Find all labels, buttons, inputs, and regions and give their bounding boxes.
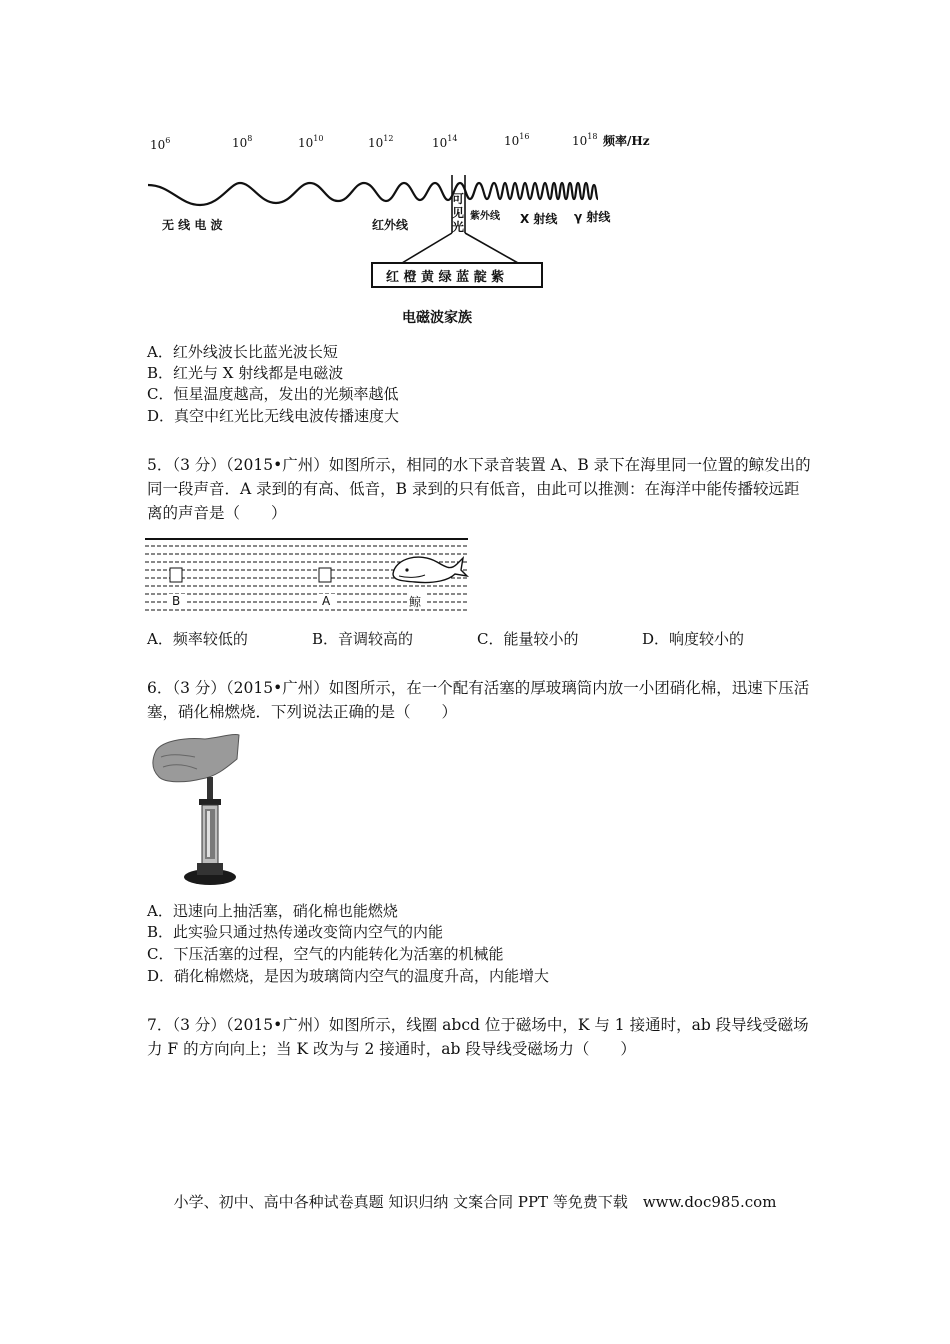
band-label-visible [452,191,464,234]
band-label-radio: 无 线 电 波 [162,218,223,232]
freq-label-16: $10^{16}$ [504,132,530,148]
frequency-labels [150,132,650,152]
freq-label-14: $10^{14}$ [432,134,458,150]
figure-caption: 电磁波家族 [402,310,472,326]
q6-option-a: A．迅速向上抽活塞，硝化棉也能燃烧 [147,902,398,920]
em-spectrum-figure [140,125,670,335]
svg-text:鲸: 鲸 [409,595,422,609]
visible-colors-text: 红 橙 黄 绿 蓝 靛 紫 [386,270,505,285]
freq-label-8: $10^8$ [232,134,253,150]
page-footer: 小学、初中、高中各种试卷真题 知识归纳 文案合同 PPT 等免费下载 www.doc985.com [173,1193,777,1211]
freq-label-12: $10^{12}$ [368,134,394,150]
q6-option-d: D．硝化棉燃烧，是因为玻璃筒内空气的温度升高，内能增大 [147,967,550,985]
recorder-b-icon [169,568,185,608]
freq-label-6: $10^6$ [150,136,171,152]
q6-option-b: B．此实验只通过热传递改变筒内空气的内能 [147,923,444,941]
piston-cylinder-photo [145,733,245,893]
q4-option-a: A．红外线波长比蓝光波长短 [147,343,338,361]
band-label-gamma: γ 射线 [574,210,611,224]
q7-stem: 7．（3 分）（2015•广州）如图所示，线圈 abcd 位于磁场中，K 与 1 接通时，ab 段导线受磁场力 F 的方向向上；当 K 改为与 2 接通时，ab 段导线受磁场力（ ） [147,1016,809,1058]
freq-label-10: $10^{10}$ [298,134,324,150]
underwater-figure [145,536,470,616]
q4-option-c: C．恒星温度越高，发出的光频率越低 [147,385,399,403]
q4-option-b: B．红光与 X 射线都是电磁波 [147,364,344,382]
freq-label-18: $10^{18}$ [572,132,598,148]
q5-option-a: A．频率较低的 [147,630,248,648]
band-label-xray: X 射线 [520,212,558,226]
band-label-infrared: 红外线 [372,218,409,232]
q5-stem: 5．（3 分）（2015•广州）如图所示，相同的水下录音装置 A、B 录下在海里同一位置的鲸发出的同一段声音．A 录到的有高、低音，B 录到的只有低音，由此可以推测：在海洋中能传播较远距离的声音是（ ） [147,456,811,522]
band-label-ultraviolet: 紫外线 [470,211,500,222]
svg-text:可见光: 可见光 [452,192,465,234]
q4-option-d: D．真空中红光比无线电波传播速度大 [147,407,400,425]
q6-option-c: C．下压活塞的过程，空气的内能转化为活塞的机械能 [147,945,504,963]
whale-icon [393,557,467,609]
frequency-axis-label: 频率/Hz [603,134,650,148]
q6-stem: 6．（3 分）（2015•广州）如图所示，在一个配有活塞的厚玻璃筒内放一小团硝化棉，迅速下压活塞，硝化棉燃烧．下列说法正确的是（ ） [147,679,810,721]
q5-option-c: C．能量较小的 [477,630,579,648]
svg-text:A: A [322,594,331,608]
svg-text:B: B [172,594,181,608]
em-wave-line [148,183,598,205]
recorder-a-icon [319,568,335,608]
q5-option-d: D．响度较小的 [642,630,745,648]
q5-option-b: B．音调较高的 [312,630,414,648]
